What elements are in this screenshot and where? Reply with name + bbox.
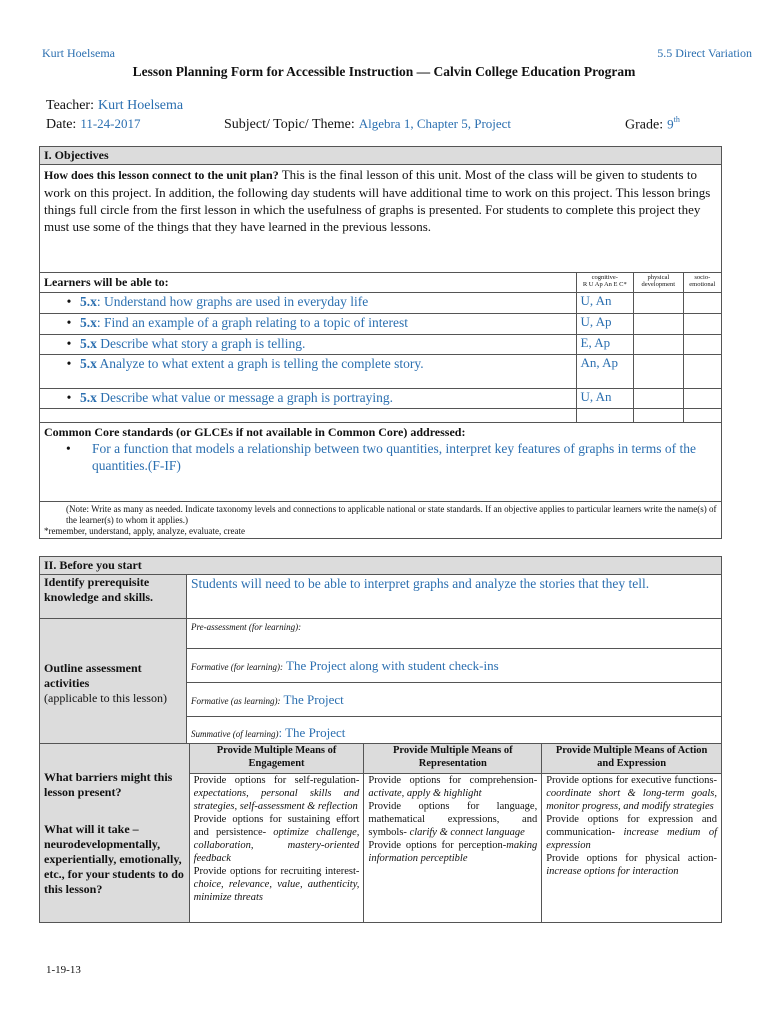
footer-date: 1-19-13 — [46, 964, 81, 976]
before-header: II. Before you start — [40, 557, 722, 575]
action-cell: Provide options for executive functions- coordinate short & long-term goals, monitor progress, and modify strategies Provide options for expression and communication- increase medium of expression Provide options for physical action-increase options for interaction — [542, 774, 722, 923]
assess-sub: (applicable to this lesson) — [44, 691, 167, 705]
grade-row — [625, 115, 680, 133]
engagement-header: Provide Multiple Means of Engagement — [189, 744, 364, 774]
objectives-table — [39, 146, 722, 539]
taxonomy-footnote: *remember, understand, apply, analyze, evaluate, create — [44, 526, 245, 536]
teacher-value: Kurt Hoelsema — [97, 98, 184, 113]
col-cognitive: cognitive- R U Ap An E C* — [576, 273, 634, 293]
subject-value: Algebra 1, Chapter 5, Project — [358, 116, 512, 131]
author-header: Kurt Hoelsema — [42, 46, 115, 60]
date-row — [46, 115, 141, 133]
objectives-header: I. Objectives — [40, 147, 722, 165]
teacher-label: Teacher: — [46, 98, 94, 113]
formative-for-cell: Formative (for learning): The Project along with student check-ins — [187, 649, 722, 683]
representation-header: Provide Multiple Means of Representation — [364, 744, 542, 774]
learners-label: Learners will be able to: — [40, 273, 577, 293]
standards-label: Common Core standards (or GLCEs if not available in Common Core) addressed: — [44, 425, 466, 439]
connect-answer: This is the final lesson of this unit. Most of the class will be given to students to work on this project. In addition, the following day students will have additional time to work on this project. This lesson brings things full circle from the first lesson in which the usefulness of graphs is presented. For students to complete this project they must use some of the things that they have learned in the previous lessons. — [44, 167, 711, 234]
standards-item: • For a function that models a relationship between two quantities, interpret key features of graphs in terms of the quantities.(F-IF) — [66, 441, 696, 473]
subject-row — [224, 115, 511, 133]
objective-row: • 5.x Describe what story a graph is telling. E, Ap — [40, 335, 722, 355]
teacher-row — [46, 96, 183, 114]
grade-label: Grade: — [625, 117, 664, 133]
representation-cell: Provide options for comprehension-activate, apply & highlight Provide options for language, mathematical expressions, and symbols- clarify & connect language Provide options for perception-making information perceptible — [364, 774, 542, 923]
unit-connection-cell — [40, 165, 722, 273]
summative-cell: Summative (of learning): The Project — [187, 717, 722, 749]
pre-assessment-cell: Pre-assessment (for learning): — [187, 619, 722, 649]
standards-cell — [40, 423, 722, 502]
objective-row: • 5.x: Understand how graphs are used in everyday life U, An — [40, 293, 722, 314]
col-physical: physical development — [634, 273, 684, 293]
subject-label: Subject/ Topic/ Theme: — [224, 117, 355, 132]
formative-as-cell: Formative (as learning): The Project — [187, 683, 722, 717]
take-question: What will it take – neurodevelopmentally, experientially, emotionally, etc., for your students to do this lesson? — [44, 821, 184, 896]
action-header: Provide Multiple Means of Action and Expression — [542, 744, 722, 774]
connect-question: How does this lesson connect to the unit plan? — [44, 168, 279, 182]
objective-row: • 5.x Describe what value or message a graph is portraying. U, An — [40, 389, 722, 409]
lesson-code-header: 5.5 Direct Variation — [657, 46, 752, 60]
udl-table — [39, 743, 722, 923]
col-socio: socio-emotional — [683, 273, 721, 293]
barriers-cell — [40, 744, 190, 923]
note-text: (Note: Write as many as needed. Indicate taxonomy levels and connections to applicable national or state standards. If an objective applies to particular learners write the name(s) of the learner(s) to whom it applies.) — [66, 504, 717, 525]
date-label: Date: — [46, 117, 77, 132]
objective-row: • 5.x: Find an example of a graph relating to a topic of interest U, Ap — [40, 314, 722, 335]
assess-label-cell — [40, 619, 187, 749]
form-title: Lesson Planning Form for Accessible Instruction — Calvin College Education Program — [132, 64, 636, 79]
date-value: 11-24-2017 — [80, 116, 141, 131]
note-cell — [40, 502, 722, 539]
assess-label: Outline assessment activities — [44, 661, 142, 690]
prereq-label: Identify prerequisite knowledge and skills. — [40, 575, 187, 619]
prereq-value: Students will need to be able to interpret graphs and analyze the stories that they tell. — [187, 575, 722, 619]
grade-value: 9 — [667, 116, 674, 132]
grade-sup: th — [673, 115, 680, 124]
objective-row: • 5.x Analyze to what extent a graph is telling the complete story. An, Ap — [40, 355, 722, 389]
barriers-question: What barriers might this lesson present? — [44, 769, 173, 799]
engagement-cell: Provide options for self-regulation-expectations, personal skills and strategies, self-assessment & reflection Provide options for sustaining effort and persistence- optimize challenge, collaboration, mastery-oriented feedback Provide options for recruiting interest- choice, relevance, value, authenticity, minimize threats — [189, 774, 364, 923]
before-table — [39, 556, 722, 749]
